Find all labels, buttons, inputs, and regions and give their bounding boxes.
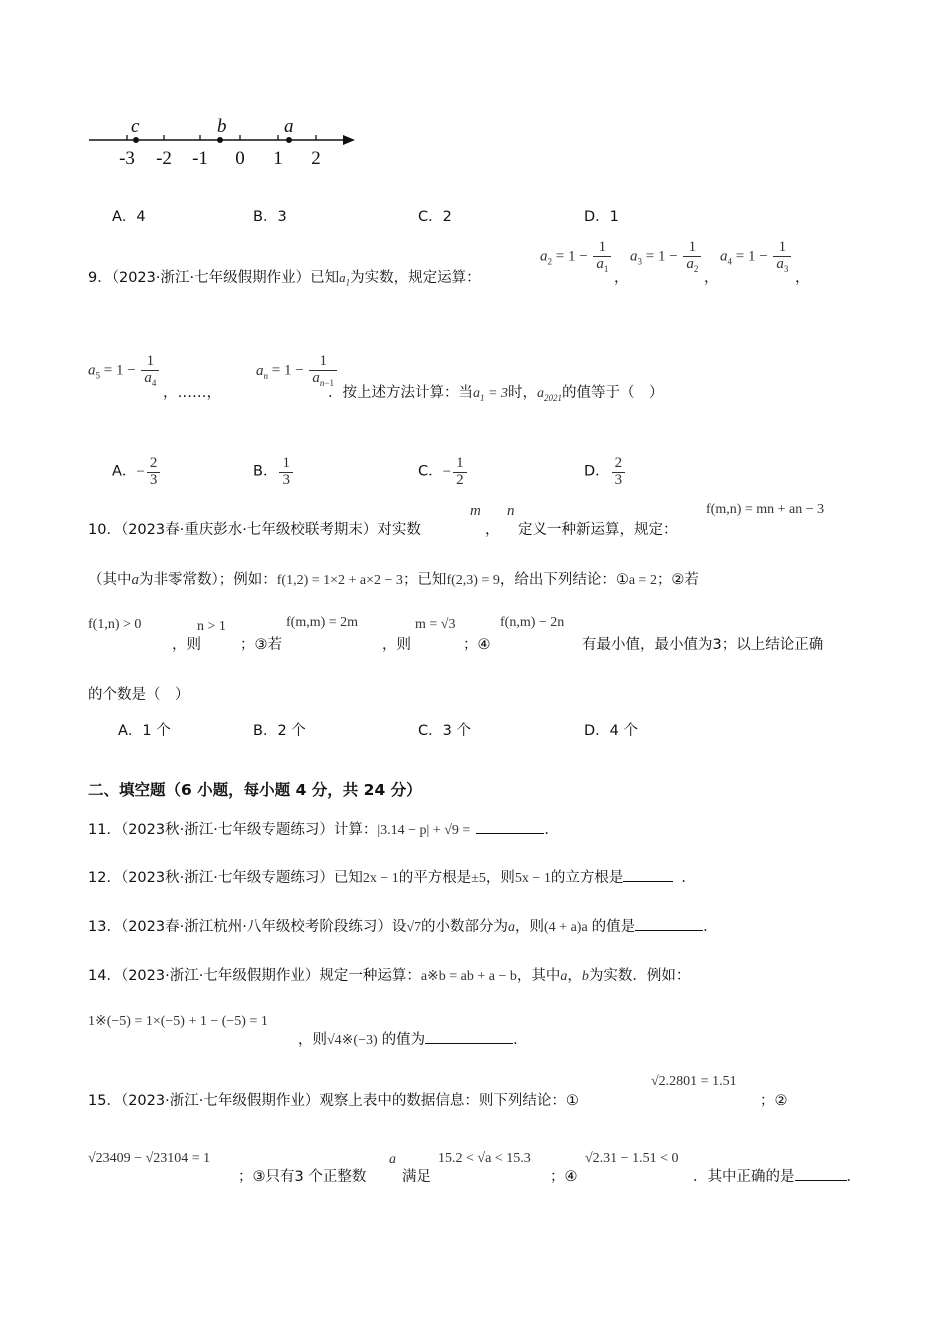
q10-given: f(2,3) = 9 [446, 573, 500, 588]
q9-target: $a_{2021}$ [536, 386, 562, 403]
q15-c3: 15.2 < √a < 15.3 [438, 1151, 531, 1166]
q14-example: 1※(−5) = 1×(−5) + 1 − (−5) = 1 [88, 1014, 268, 1029]
q10-line2: （其中a为非零常数）；例如：f(1,2) = 1×2 + a×2 − 3；已知f(2,3) = 9，给出下列结论：①a = 2；②若 [88, 572, 699, 588]
q10-text8: ，则 [382, 637, 411, 653]
q11: 11．（2023秋·浙江·七年级专题练习）计算：|3.14 − p| + √9 = ． [88, 822, 559, 838]
q9-text1: 为实数，规定运算： [350, 270, 481, 286]
q10-conclusion-1: a = 2 [628, 573, 657, 588]
q11-answer-blank [476, 832, 544, 834]
q13: 13．（2023春·浙江杭州·八年级校考阶段练习）设√7的小数部分为a，则(4 + a)a 的值是 ． [88, 919, 718, 935]
q9-number: 9． [88, 270, 112, 286]
q9-option-d: D． $\frac{2}{3}$ [584, 456, 627, 489]
q10-line4: 的个数是（ ） [88, 687, 190, 703]
q14-number: 14． [88, 968, 121, 984]
q9-dots: ，……， [163, 385, 221, 401]
q9-option-b: B． $\frac{1}{3}$ [253, 456, 295, 489]
section-2-title: 二、填空题（6 小题，每小题 4 分，共 24 分） [88, 781, 422, 799]
q13-number: 13． [88, 919, 121, 935]
q10-c3b: m = √3 [415, 617, 456, 632]
q9-sep: ， [614, 270, 629, 286]
q9-option-a: A．− $\frac{2}{3}$ [112, 456, 162, 489]
q12-answer-blank [623, 880, 673, 882]
q10-n: n [507, 503, 515, 519]
q10-line1 [88, 518, 421, 539]
q10-c3a: f(m,m) = 2m [286, 615, 359, 630]
q15-c4: √2.31 − 1.51 < 0 [585, 1151, 679, 1166]
q8-option-a: A．4 [112, 209, 146, 225]
q13-answer-blank [635, 929, 703, 931]
q15-t3: 满足 [402, 1169, 431, 1185]
q10-m: m [470, 503, 481, 519]
q15-t4: ；④ [550, 1169, 578, 1185]
q14-line2: ，则√4※(−3) 的值为 ． [298, 1032, 528, 1048]
q9-rule-a3: $a_3 = 1$ − $\frac{1}{a_2}$ [630, 240, 703, 274]
q10-text6: ，则 [172, 637, 201, 653]
tick-label: -2 [156, 148, 172, 169]
q9-line1 [88, 266, 481, 288]
q10-c2a: f(1,n) > 0 [88, 617, 142, 632]
q9-rule-a4: $a_4 = 1$ − $\frac{1}{a_3}$ [720, 240, 793, 274]
q14-answer-blank [425, 1042, 513, 1044]
q15-line1 [88, 1089, 579, 1110]
q11-source: （2023秋·浙江·七年级专题练习）计算： [120, 822, 378, 838]
tick-label: 0 [235, 148, 245, 169]
q12: 12．（2023秋·浙江·七年级专题练习）已知2x − 1的平方根是±5，则5x − 1的立方根是 ． [88, 870, 696, 886]
q15-source: （2023·浙江·七年级假期作业）观察上表中的数据信息：则下列结论：① [120, 1093, 579, 1109]
label-a: a [284, 116, 294, 137]
q10-source: （2023春·重庆彭水·七年级校联考期末）对实数 [120, 522, 421, 538]
q9-rule-an: $a_n = 1$ − $\frac{1}{a_{n-1}}$ [256, 354, 339, 388]
q9-cond: $a_1 = 3$ [473, 386, 508, 403]
q10-example: f(1,2) = 1×2 + a×2 − 3 [276, 573, 403, 588]
point-c [133, 137, 139, 143]
q15-number: 15． [88, 1093, 121, 1109]
q9-sep: ， [704, 270, 719, 286]
q15-c1: √2.2801 = 1.51 [651, 1074, 737, 1089]
tick-label: 1 [273, 148, 283, 169]
number-line [85, 112, 365, 174]
q9-line2: ．按上述方法计算：当$a_1 = 3$时，$a_{2021}$的值等于（ ） [328, 385, 664, 403]
label-c: c [131, 116, 140, 137]
label-b: b [217, 116, 227, 137]
q15-a: a [389, 1152, 396, 1167]
q9-option-c: C．− $\frac{1}{2}$ [418, 456, 469, 489]
q9-rule-a5: $a_5 = 1$ − $\frac{1}{a_4}$ [88, 354, 161, 388]
q10-text10: 有最小值，最小值为3；以上结论正确 [582, 637, 824, 653]
q13-source: （2023春·浙江杭州·八年级校考阶段练习）设 [120, 919, 407, 935]
q10-text1: 定义一种新运算，规定： [518, 522, 678, 538]
q10-number: 10． [88, 522, 121, 538]
q10-option-a: A．1 个 [118, 723, 171, 739]
q9-source: （2023·浙江·七年级假期作业）已知 [111, 270, 340, 286]
q10-option-c: C．3 个 [418, 723, 471, 739]
tick-label: 2 [311, 148, 321, 169]
q10-c4: f(n,m) − 2n [500, 615, 565, 630]
point-a [286, 137, 292, 143]
q15-c2: √23409 − √23104 = 1 [88, 1151, 211, 1166]
tick-label: -1 [192, 148, 208, 169]
q8-option-b: B．3 [253, 209, 287, 225]
q9-rule-a2: $a_2 = 1$ − $\frac{1}{a_1}$ [540, 240, 613, 274]
q10-option-d: D．4 个 [584, 723, 638, 739]
q15-answer-blank [795, 1179, 847, 1181]
q14-line1: 14．（2023·浙江·七年级假期作业）规定一种运算：a※b = ab + a − b，其中a，b为实数．例如： [88, 968, 691, 984]
q10-text7: ；③若 [240, 637, 282, 653]
q10-option-b: B．2 个 [253, 723, 306, 739]
q10-comma: ， [485, 522, 500, 538]
q9-a1: $a_1$ [339, 270, 351, 288]
number-line-arrow [343, 135, 355, 145]
q8-option-c: C．2 [418, 209, 452, 225]
q15-t2: ；③只有3 个正整数 [238, 1169, 367, 1185]
q11-number: 11． [88, 822, 121, 838]
q15-t1: ；② [760, 1093, 788, 1109]
q10-definition: f(m,n) = mn + an − 3 [706, 502, 825, 517]
q8-option-d: D．1 [584, 209, 619, 225]
point-b [217, 137, 223, 143]
q14-source: （2023·浙江·七年级假期作业）规定一种运算： [120, 968, 421, 984]
q9-sep: ， [795, 270, 810, 286]
q12-number: 12． [88, 870, 121, 886]
q10-c2b: n > 1 [197, 619, 226, 634]
q12-source: （2023秋·浙江·七年级专题练习）已知 [120, 870, 363, 886]
q15-line2-end: ．其中正确的是 ． [693, 1169, 861, 1185]
q11-expression: |3.14 − p| + √9 = [377, 823, 471, 838]
tick-label: -3 [119, 148, 135, 169]
q10-text9: ；④ [463, 637, 491, 653]
